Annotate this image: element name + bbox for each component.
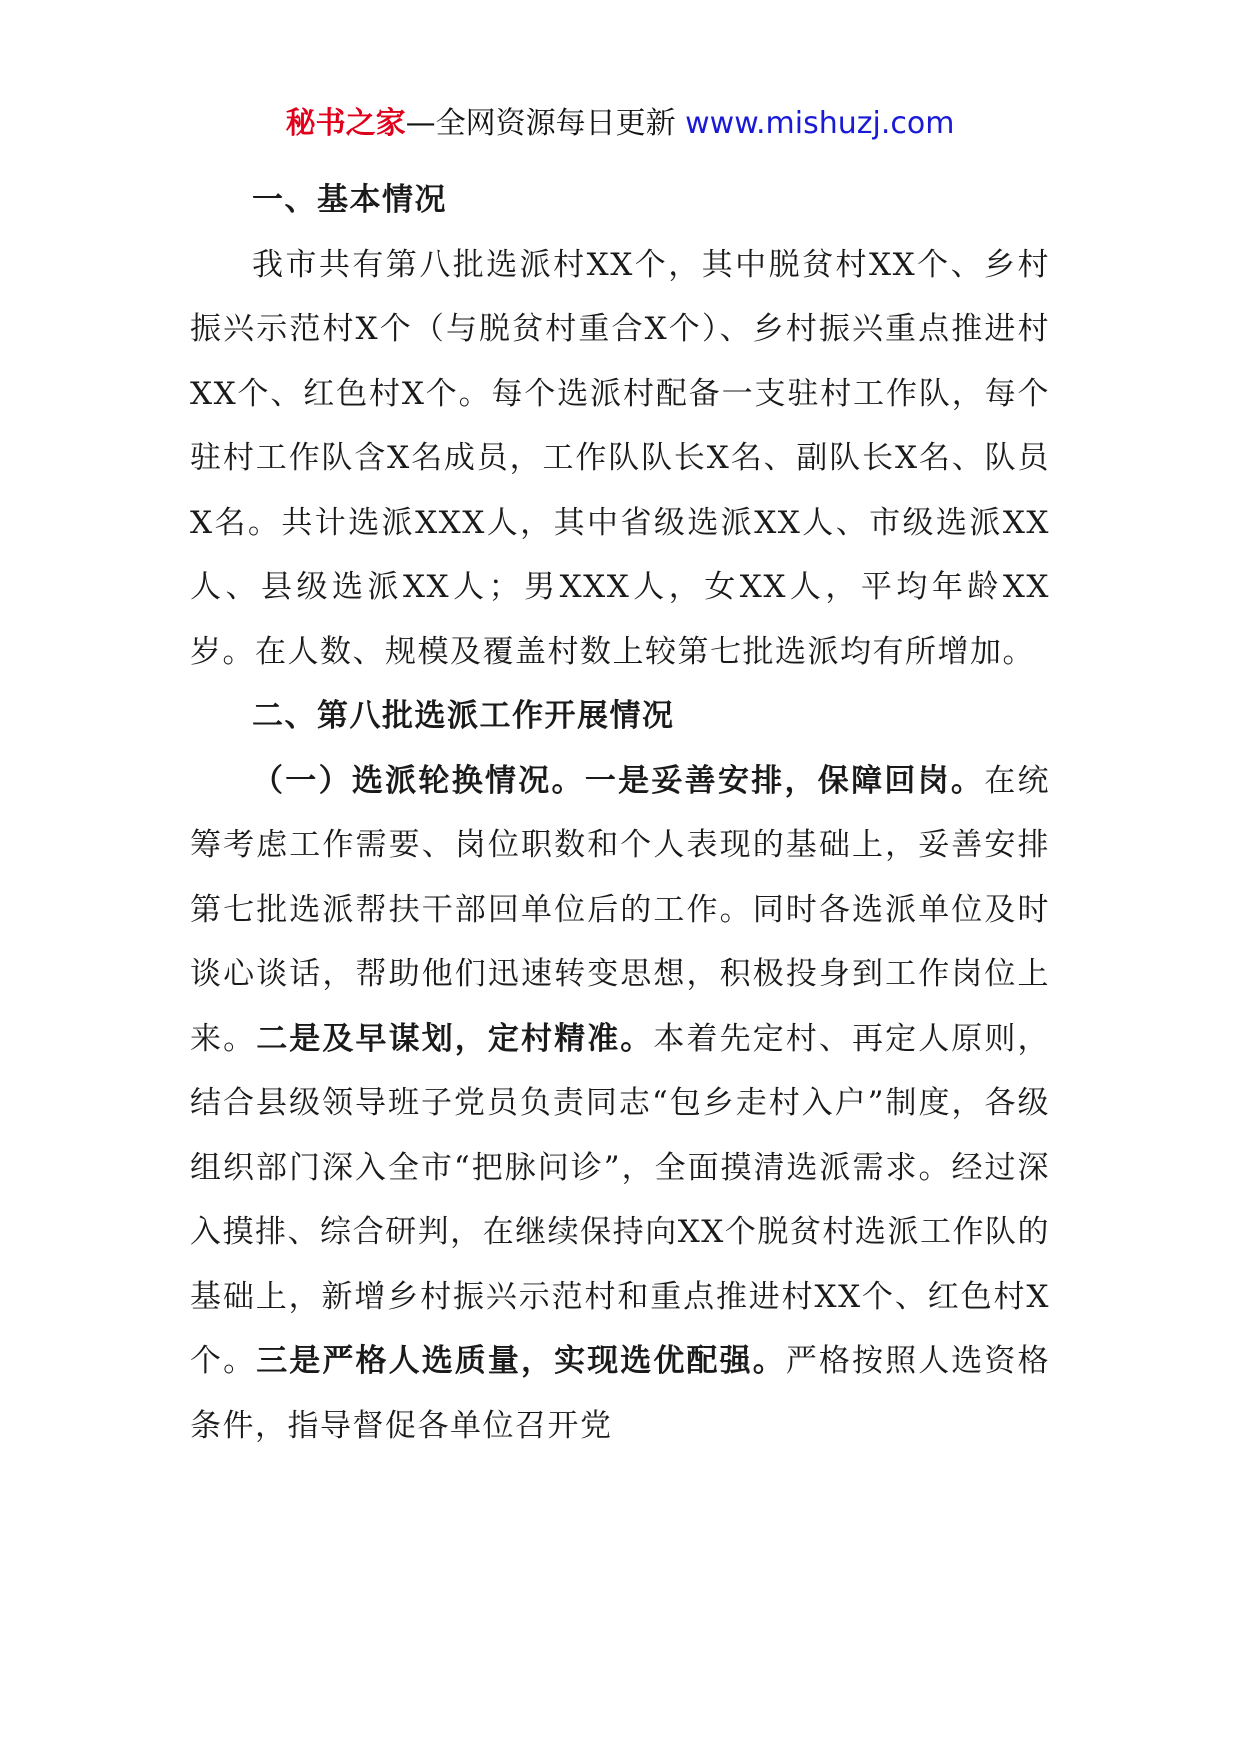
bold-point-3: 三是严格人选质量，实现选优配强。 [256, 1343, 786, 1379]
document-body [190, 168, 1050, 1458]
brand-name: 秘书之家 [285, 106, 406, 141]
section-heading-basic: 一、基本情况 [252, 182, 447, 218]
body-text-3: 严格按照人选资格条件，指导督促各单位召开党 [190, 1343, 1051, 1444]
site-url-link[interactable]: www.mishuzj.com [685, 106, 955, 141]
header-tagline: —全网资源每日更新 [405, 106, 676, 141]
section-heading-work: 二、第八批选派工作开展情况 [252, 698, 675, 734]
paragraph-basic-situation: 我市共有第八批选派村XX个，其中脱贫村XX个、乡村振兴示范村X个（与脱贫村重合X个）、乡村振兴重点推进村XX个、红色村X个。每个选派村配备一支驻村工作队，每个驻村工作队含X名成员，工作队队长X名、副队长X名、队员X名。共计选派XXX人，其中省级选派XX人、市级选派XX人、县级选派XX人；男XXX人，女XX人，平均年龄XX岁。在人数、规模及覆盖村数上较第七批选派均有所增加。 [190, 246, 1050, 670]
site-header [0, 104, 1240, 144]
bold-lead: （一）选派轮换情况。一是妥善安排，保障回岗。 [252, 762, 985, 799]
bold-point-2: 二是及早谋划，定村精准。 [256, 1020, 654, 1057]
body-text-2: 本着先定村、再定人原则，结合县级领导班子党员负责同志“包乡走村入户”制度，各级组织部门深入全市“把脉问诊”，全面摸清选派需求。经过深入摸排、综合研判，在继续保持向XX个脱贫村选派工作队的基础上，新增乡村振兴示范村和重点推进村XX个、红色村X个。 [190, 1020, 1051, 1379]
body-text-1: 在统筹考虑工作需要、岗位职数和个人表现的基础上，妥善安排第七批选派帮扶干部回单位后的工作。同时各选派单位及时谈心谈话，帮助他们迅速转变思想，积极投身到工作岗位上来。 [190, 762, 1051, 1057]
paragraph-rotation [190, 749, 1050, 1459]
